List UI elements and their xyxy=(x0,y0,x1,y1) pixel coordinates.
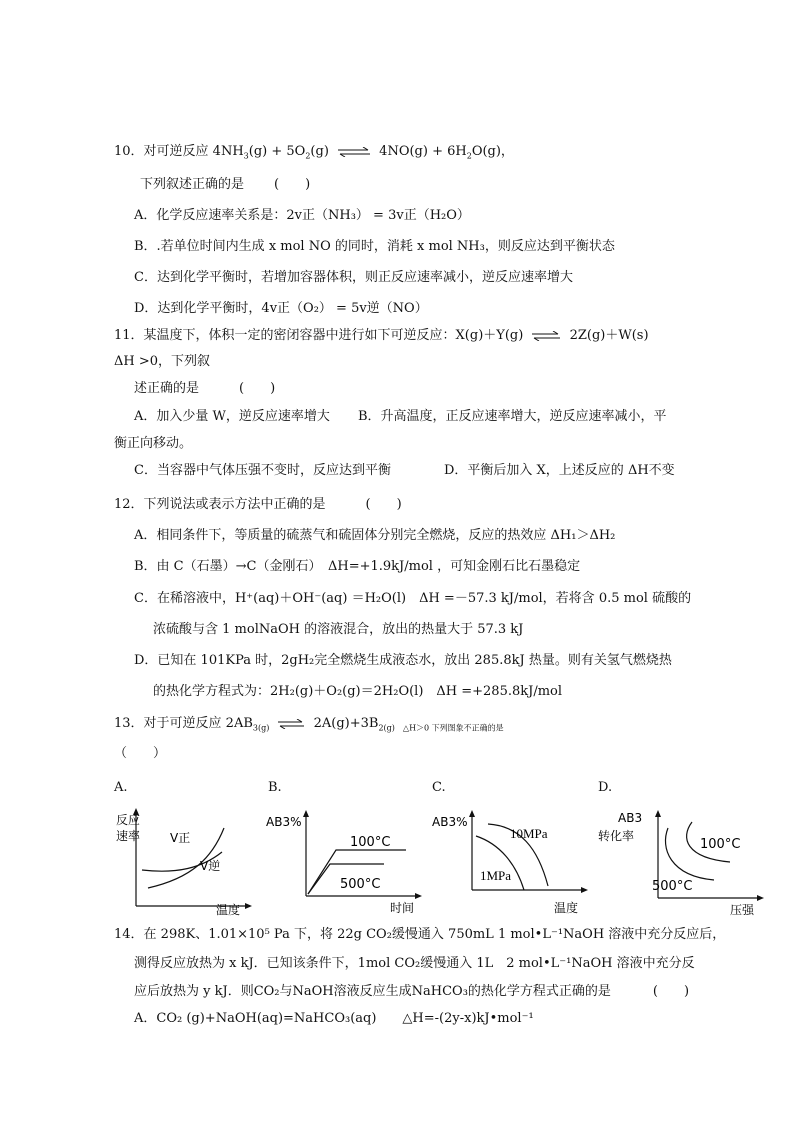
q11-option-a: A．加入少量 W，逆反应速率增大 xyxy=(134,409,330,424)
graph-c-label-1mpa: 1MPa xyxy=(480,868,512,883)
q12-stem: 12．下列说法或表示方法中正确的是 ( ) xyxy=(114,497,402,512)
q13-paren: （ ） xyxy=(114,746,167,761)
q14-option-a: A．CO₂ (g)+NaOH(aq)=NaHCO₃(aq) △H=-(2y-x)kJ•mol⁻¹ xyxy=(134,1011,534,1026)
graph-b-xlabel: 时间 xyxy=(390,901,415,915)
graph-label-c: C. xyxy=(432,780,446,795)
graph-c-ylabel: AB3% xyxy=(432,815,468,829)
q12-option-c-cont: 浓硫酸与含 1 molNaOH 的溶液混合，放出的热量大于 57.3 kJ xyxy=(153,622,524,637)
graph-a-ylabel-2: 速率 xyxy=(116,829,141,843)
graph-d-label-500: 500°C xyxy=(652,879,693,894)
graph-a-vfwd-label: V正 xyxy=(170,831,191,845)
q14-line1: 14．在 298K、1.01×10⁵ Pa 下，将 22g CO₂缓慢通入 750mL 1 mol•L⁻¹NaOH 溶液中充分反应后， xyxy=(114,927,726,942)
graph-b xyxy=(264,808,424,918)
q10-stem: 10．对可逆反应 $4NH_3(g) + 5O_2(g) 4NO(g) + 6H_2O(g)$， xyxy=(114,144,514,161)
q13-stem: 13．对于可逆反应 $2AB_{3(g)}$ $2A(g)+3B_{2(g) \triangle H>0 下列图象不正确的是}$ xyxy=(114,716,504,733)
q12-option-b: B．由 C（石墨）→C（金刚石） ΔH=+1.9kJ/mol ，可知金刚石比石墨稳定 xyxy=(134,559,581,574)
q11-stem: 11．某温度下，体积一定的密闭容器中进行如下可逆反应：X(g)＋Y(g) 2Z(g)＋W(s) xyxy=(114,328,649,343)
graph-a-ylabel-1: 反应 xyxy=(116,813,141,827)
graph-b-label-100: 100°C xyxy=(350,835,391,850)
graph-a-vrev-label: V逆 xyxy=(200,859,221,873)
q14-line2: 测得反应放热为 x kJ．已知该条件下，1mol CO₂缓慢通入 1L 2 mol•L⁻¹NaOH 溶液中充分反 xyxy=(134,956,695,971)
q11-line3: 述正确的是 ( ) xyxy=(134,381,276,396)
graph-label-a: A. xyxy=(114,780,128,795)
q10-option-a: A．化学反应速率关系是：2v正（NH₃） = 3v正（H₂O） xyxy=(134,208,470,223)
q11-option-d: D．平衡后加入 X，上述反应的 ΔH不变 xyxy=(444,463,675,478)
q10-option-b: B．.若单位时间内生成 x mol NO 的同时，消耗 x mol NH₃，则反应达到平衡状态 xyxy=(134,239,615,254)
graph-c xyxy=(430,808,590,918)
equilibrium-arrow-icon xyxy=(531,331,561,341)
graph-b-label-500: 500°C xyxy=(340,877,381,892)
q10-option-c: C．达到化学平衡时，若增加容器体积，则正反应速率减小，逆反应速率增大 xyxy=(134,270,573,285)
q14-line3: 应后放热为 y kJ．则CO₂与NaOH溶液反应生成NaHCO₃的热化学方程式正确的是 ( ) xyxy=(134,984,690,999)
q12-option-d-cont: 的热化学方程式为：2H₂(g)＋O₂(g)＝2H₂O(l) ΔH =+285.8kJ/mol xyxy=(153,684,563,699)
q11-option-b: B．升高温度，正反应速率增大，逆反应速率减小，平 xyxy=(358,409,667,424)
graph-d xyxy=(596,808,766,918)
q11-line2: ΔH >0，下列叙 xyxy=(114,354,211,369)
graph-label-b: B. xyxy=(268,780,282,795)
graph-a xyxy=(112,808,252,918)
graph-c-label-10mpa: 10MPa xyxy=(510,826,548,841)
q11-option-b-cont: 衡正向移动。 xyxy=(114,436,193,451)
q10-line2: 下列叙述正确的是 ( ) xyxy=(140,177,311,192)
graph-d-ylabel-1: AB3 xyxy=(618,811,643,825)
q11-option-c: C．当容器中气体压强不变时，反应达到平衡 xyxy=(134,463,391,478)
q12-option-a: A．相同条件下，等质量的硫蒸气和硫固体分别完全燃烧，反应的热效应 ΔH₁＞ΔH₂ xyxy=(134,528,616,543)
equilibrium-arrow-icon xyxy=(337,147,371,157)
graph-d-curve-500 xyxy=(665,828,714,880)
q10-option-d: D．达到化学平衡时，4v正（O₂） = 5v逆（NO） xyxy=(134,301,428,316)
graph-c-xlabel: 温度 xyxy=(554,901,579,915)
graph-b-ylabel: AB3% xyxy=(266,815,302,829)
graph-label-d: D. xyxy=(598,780,613,795)
graph-d-ylabel-2: 转化率 xyxy=(598,829,635,843)
q12-option-c: C．在稀溶液中，H⁺(aq)＋OH⁻(aq) ＝H₂O(l) ΔH =－57.3 kJ/mol，若将含 0.5 mol 硫酸的 xyxy=(134,591,692,606)
q12-option-d: D．已知在 101KPa 时，2gH₂完全燃烧生成液态水，放出 285.8kJ 热量。则有关氢气燃烧热 xyxy=(134,653,672,668)
graph-d-xlabel: 压强 xyxy=(730,903,755,917)
graph-d-label-100: 100°C xyxy=(700,837,741,852)
graph-a-xlabel: 温度 xyxy=(216,903,241,917)
equilibrium-arrow-icon xyxy=(277,719,305,729)
